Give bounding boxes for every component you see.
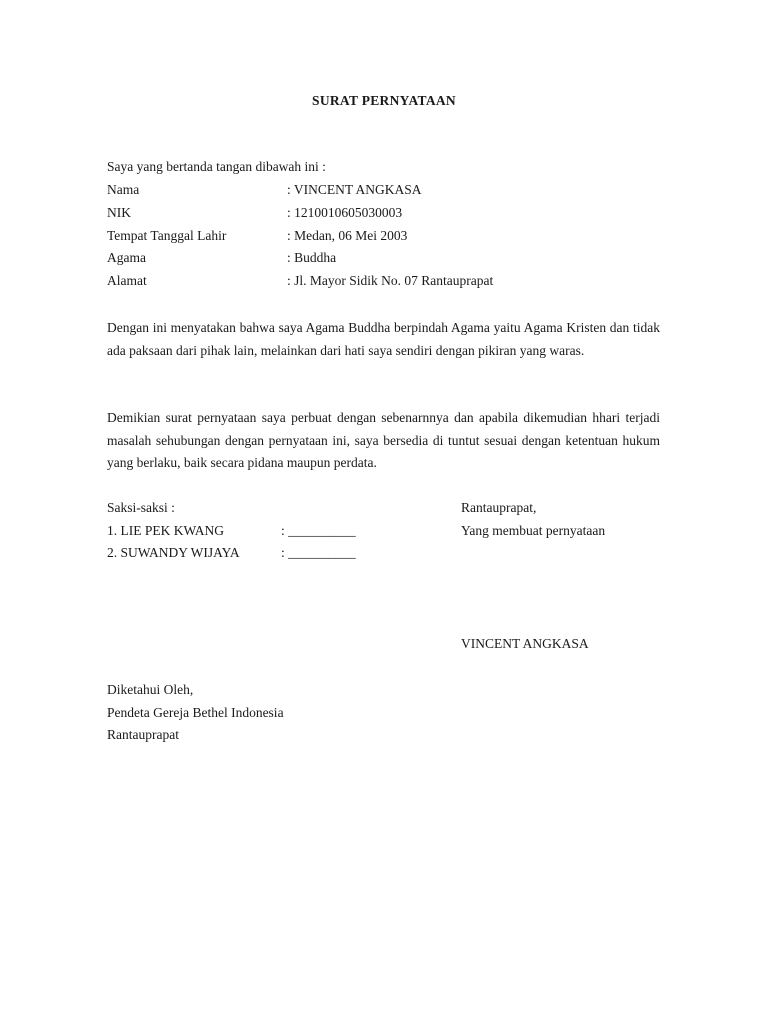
witness-name-2: 2. SUWANDY WIJAYA	[107, 545, 240, 560]
field-label-ttl: Tempat Tanggal Lahir	[107, 228, 227, 243]
witness-name-1: 1. LIE PEK KWANG	[107, 523, 224, 538]
field-value-ttl: : Medan, 06 Mei 2003	[287, 228, 408, 243]
witnesses-heading: Saksi-saksi :	[107, 500, 175, 515]
acknowledged-pastor: Pendeta Gereja Bethel Indonesia	[107, 705, 284, 720]
field-value-agama: : Buddha	[287, 250, 337, 265]
field-value-alamat: : Jl. Mayor Sidik No. 07 Rantauprapat	[287, 273, 494, 288]
field-label-nik: NIK	[107, 205, 131, 220]
acknowledged-heading: Diketahui Oleh,	[107, 682, 194, 697]
intro-text: Saya yang bertanda tangan dibawah ini :	[107, 159, 326, 174]
closing-paragraph: Demikian surat pernyataan saya perbuat dengan sebenarnnya dan apabila dikemudian hhari terjadi masalah sehubungan dengan pernyataan ini, saya bersedia di tuntut sesuai dengan ketentuan hukum yang berlaku, baik secara pidana maupun perdata.	[107, 410, 660, 471]
witness-signature-2: : __________	[281, 545, 356, 560]
signer-place: Rantauprapat,	[461, 500, 537, 515]
signer-role: Yang membuat pernyataan	[461, 523, 606, 538]
acknowledged-location: Rantauprapat	[107, 727, 179, 742]
witness-signature-1: : __________	[281, 523, 356, 538]
field-label-nama: Nama	[107, 182, 140, 197]
field-value-nama: : VINCENT ANGKASA	[287, 182, 422, 197]
field-label-alamat: Alamat	[107, 273, 147, 288]
field-value-nik: : 1210010605030003	[287, 205, 403, 220]
document-title: SURAT PERNYATAAN	[312, 93, 456, 108]
field-label-agama: Agama	[107, 250, 146, 265]
statement-paragraph: Dengan ini menyatakan bahwa saya Agama Buddha berpindah Agama yaitu Agama Kristen dan tidak ada paksaan dari pihak lain, melainkan dari hati saya sendiri dengan pikiran yang waras.	[107, 320, 660, 358]
signer-name: VINCENT ANGKASA	[461, 636, 589, 651]
